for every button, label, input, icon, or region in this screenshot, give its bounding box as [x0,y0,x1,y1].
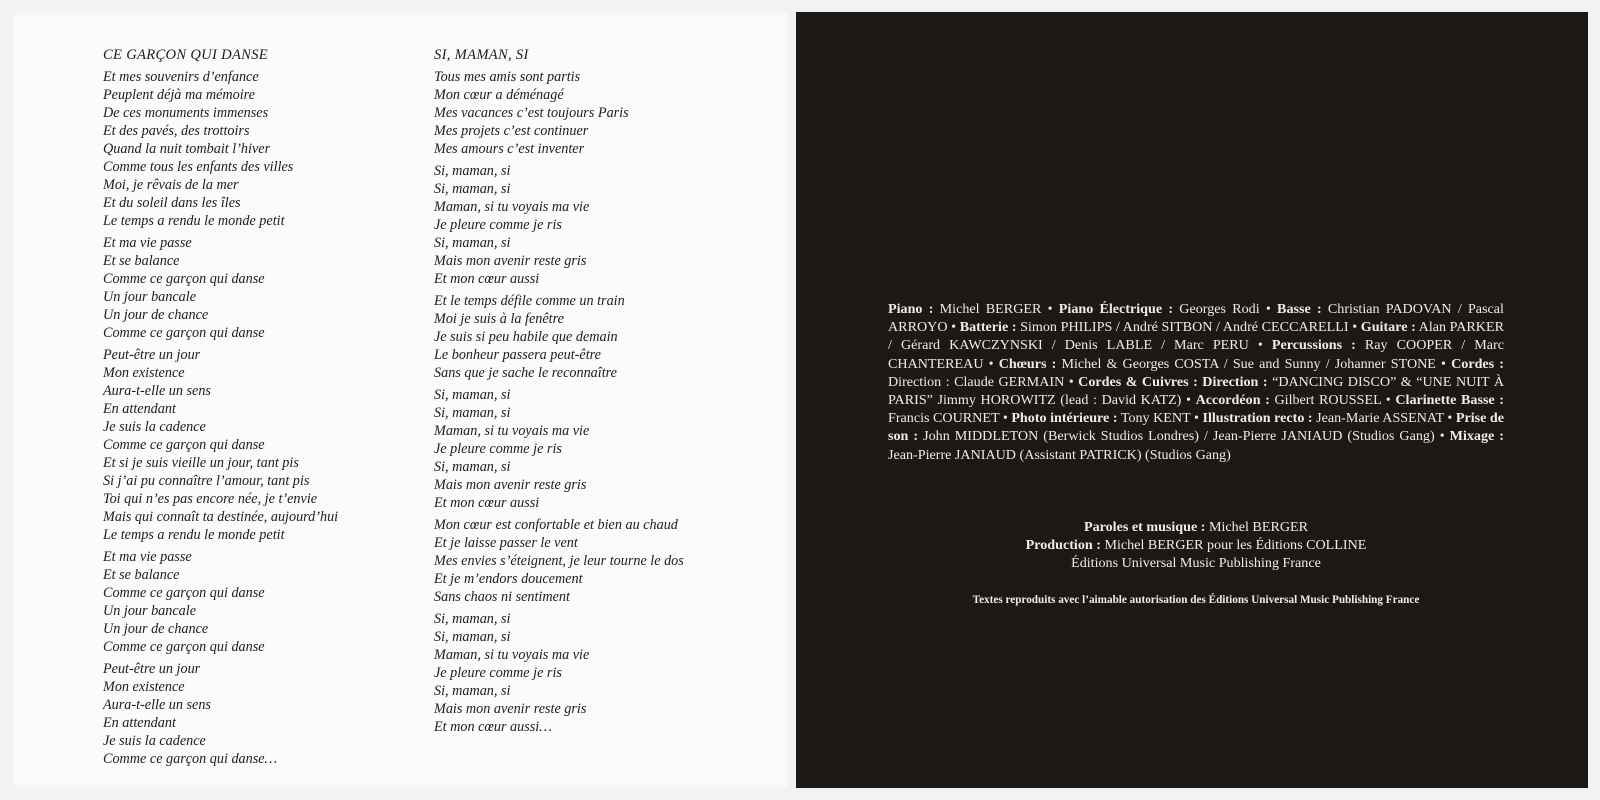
author-names: Michel BERGER [1208,519,1309,535]
lyric-line: Et mon cœur aussi… [434,719,552,735]
author-role: Production : [1025,537,1101,553]
lyric-line: Un jour bancale [103,289,196,305]
lyric-line: Et des pavés, des trottoirs [103,123,250,139]
lyric-line: Comme ce garçon qui danse [103,437,265,453]
lyric-line: Un jour bancale [103,603,196,619]
credit-names: Michel BERGER [939,301,1042,317]
lyric-line: Mon existence [103,679,185,695]
lyric-line: Et ma vie passe [103,235,192,251]
lyric-line: Et mon cœur aussi [434,271,540,287]
bullet-separator: • [1047,301,1053,317]
lyric-line: Peut-être un jour [103,347,201,363]
lyric-line: En attendant [103,715,176,731]
credit-role: Cordes & Cuivres : Direction : [1078,373,1268,390]
credit-role: Mixage : [1449,428,1504,445]
lyric-line: Le temps a rendu le monde petit [103,213,285,229]
bullet-separator: • [1257,337,1263,354]
lyric-line: Et mon cœur aussi [434,495,540,511]
author-line [888,536,1504,554]
credit-role: Clarinette Basse : [1395,392,1504,409]
lyric-line: Moi, je rêvais de la mer [103,177,239,193]
lyric-line: Sans que je sache le reconnaître [434,365,617,381]
lyric-line: Je suis la cadence [103,733,206,749]
credit-role: Batterie : [959,319,1017,336]
lyric-line: Et se balance [103,253,180,269]
lyric-line: Si, maman, si [434,629,511,645]
stanza [103,346,423,544]
stanza [103,68,423,230]
lyrics-page [14,12,794,788]
authors-block [888,518,1504,572]
stanza [434,162,774,288]
lyric-line: Si, maman, si [434,459,511,475]
bullet-separator: • [951,319,957,336]
credit-names: Francis COURNET [888,410,1000,427]
stanza [434,292,774,382]
lyric-line: Si j’ai pu connaître l’amour, tant pis [103,473,310,489]
author-role: Paroles et musique : [1083,519,1206,535]
bullet-separator: • [1193,410,1199,427]
song-title: SI, MAMAN, SI [434,47,529,63]
credit-role: Chœurs : [998,355,1057,372]
credit-names: Direction : Claude GERMAIN [888,373,1065,390]
lyric-line: Et je m’endors doucement [434,571,583,587]
credits-page [796,12,1588,788]
lyric-line: Et le temps défile comme un train [434,293,625,309]
lyric-line: Mais qui connaît ta destinée, aujourd’hui [103,509,339,525]
credit-role: Illustration recto : [1202,410,1313,427]
lyric-line: Un jour de chance [103,307,209,323]
lyric-line: Mon cœur est confortable et bien au chaud [434,517,678,533]
credit-names: Christian PADOVAN / Pascal ARROYO [888,301,1504,336]
lyric-line: Comme ce garçon qui danse… [103,751,278,767]
author-names: Michel BERGER pour les Éditions COLLINE [1104,537,1367,553]
song-title: CE GARÇON QUI DANSE [103,47,269,63]
credit-names: Jean-Pierre JANIAUD (Assistant PATRICK) (Studios Gang) [888,446,1231,463]
lyric-line: Si, maman, si [434,405,511,421]
credit-role: Piano : [888,301,934,317]
lyric-line: Mais mon avenir reste gris [434,701,587,717]
lyric-line: Comme ce garçon qui danse [103,271,265,287]
credit-role: Photo intérieure : [1011,410,1118,427]
lyric-line: Comme ce garçon qui danse [103,585,265,601]
credit-role: Cordes : [1451,355,1504,372]
lyric-line: Comme tous les enfants des villes [103,159,294,175]
lyric-line: Moi je suis à la fenêtre [434,311,564,327]
permission-notice: Textes reproduits avec l’aimable autorisation des Éditions Universal Music Publishing France [972,594,1420,606]
lyric-line: Sans chaos ni sentiment [434,589,570,605]
bullet-separator: • [1385,392,1391,409]
credit-names: Tony KENT [1120,410,1191,427]
lyric-line: Si, maman, si [434,163,511,179]
stanza [434,68,774,158]
lyric-line: Je pleure comme je ris [434,665,562,681]
lyric-line: Et ma vie passe [103,549,192,565]
author-names: Éditions Universal Music Publishing France [1071,555,1321,571]
bullet-separator: • [1439,428,1445,445]
author-line [888,518,1504,536]
lyric-line: Maman, si tu voyais ma vie [434,423,590,439]
lyric-line: Mes projets c’est continuer [434,123,589,139]
lyric-line: Mon cœur a déménagé [434,87,564,103]
credits-paragraph [888,300,1504,464]
lyric-line: Tous mes amis sont partis [434,69,581,85]
bullet-separator: • [1265,301,1271,317]
credit-names: Simon PHILIPS / André SITBON / André CECCARELLI [1020,319,1349,336]
lyric-line: Mais mon avenir reste gris [434,253,587,269]
lyric-line: De ces monuments immenses [103,105,269,121]
lyric-line: Peut-être un jour [103,661,201,677]
author-line [888,554,1504,572]
stanza [434,610,774,736]
bullet-separator: • [1447,410,1453,427]
stanza [103,660,423,768]
credit-role: Prise de son : [888,410,1505,445]
stanza [434,386,774,512]
stanza [103,234,423,342]
lyric-line: Quand la nuit tombait l’hiver [103,141,271,157]
stanza [103,548,423,656]
bullet-separator: • [1441,355,1446,372]
lyric-line: Aura-t-elle un sens [103,697,211,713]
lyric-line: Mon existence [103,365,185,381]
credit-role: Accordéon : [1195,392,1270,409]
lyric-line: Toi qui n’es pas encore née, je t’envie [103,491,318,507]
lyric-line: Si, maman, si [434,611,511,627]
lyric-line: Je suis si peu habile que demain [434,329,618,345]
credit-names: Gilbert ROUSSEL [1274,392,1382,409]
credit-role: Guitare : [1360,319,1416,336]
lyric-line: Un jour de chance [103,621,209,637]
bullet-separator: • [1186,392,1191,409]
lyric-line: Et je laisse passer le vent [434,535,578,551]
lyric-line: Mes envies s’éteignent, je leur tourne le dos [434,553,684,569]
lyric-line: Peuplent déjà ma mémoire [103,87,255,103]
credit-role: Piano Électrique : [1058,301,1174,317]
credit-names: Ray COOPER / Marc CHANTEREAU [888,337,1504,372]
lyric-line: Je pleure comme je ris [434,217,562,233]
lyric-line: Et mes souvenirs d’enfance [103,69,259,85]
lyric-line: Si, maman, si [434,387,511,403]
lyric-line: Je suis la cadence [103,419,206,435]
lyric-line: Si, maman, si [434,181,511,197]
lyric-line: Maman, si tu voyais ma vie [434,647,590,663]
lyrics-column-1 [103,46,423,772]
lyric-line: Mes amours c’est inventer [434,141,585,157]
lyric-line: Aura-t-elle un sens [103,383,211,399]
lyric-line: Le temps a rendu le monde petit [103,527,285,543]
credit-role: Percussions : [1271,337,1356,354]
credit-names: “DANCING DISCO” & “UNE NUIT À PARIS” Jimmy HOROWITZ (lead : David KATZ) [888,373,1504,409]
lyric-line: Si, maman, si [434,683,511,699]
stanza [434,516,774,606]
bullet-separator: • [1068,373,1074,390]
credit-names: Alan PARKER / Gérard KAWCZYNSKI / Denis LABLE / Marc PERU [888,319,1504,354]
lyric-line: Et si je suis vieille un jour, tant pis [103,455,299,471]
lyric-line: Le bonheur passera peut-être [434,347,601,363]
credit-names: Georges Rodi [1179,301,1260,317]
lyric-line: Maman, si tu voyais ma vie [434,199,590,215]
credit-role: Basse : [1277,301,1322,317]
credit-names: Michel & Georges COSTA / Sue and Sunny / Johanner STONE [1061,355,1436,372]
lyrics-column-2 [434,46,774,740]
credit-names: John MIDDLETON (Berwick Studios Londres) / Jean-Pierre JANIAUD (Studios Gang) [923,428,1435,445]
lyric-line: En attendant [103,401,176,417]
credit-names: Jean-Marie ASSENAT [1316,410,1444,427]
lyric-line: Et se balance [103,567,180,583]
lyric-line: Comme ce garçon qui danse [103,325,265,341]
bullet-separator: • [988,355,994,372]
lyric-line: Mais mon avenir reste gris [434,477,587,493]
lyric-line: Je pleure comme je ris [434,441,562,457]
bullet-separator: • [1002,410,1008,427]
bullet-separator: • [1352,319,1358,336]
lyric-line: Mes vacances c’est toujours Paris [434,105,629,121]
lyric-line: Et du soleil dans les îles [103,195,241,211]
lyric-line: Si, maman, si [434,235,511,251]
lyric-line: Comme ce garçon qui danse [103,639,265,655]
